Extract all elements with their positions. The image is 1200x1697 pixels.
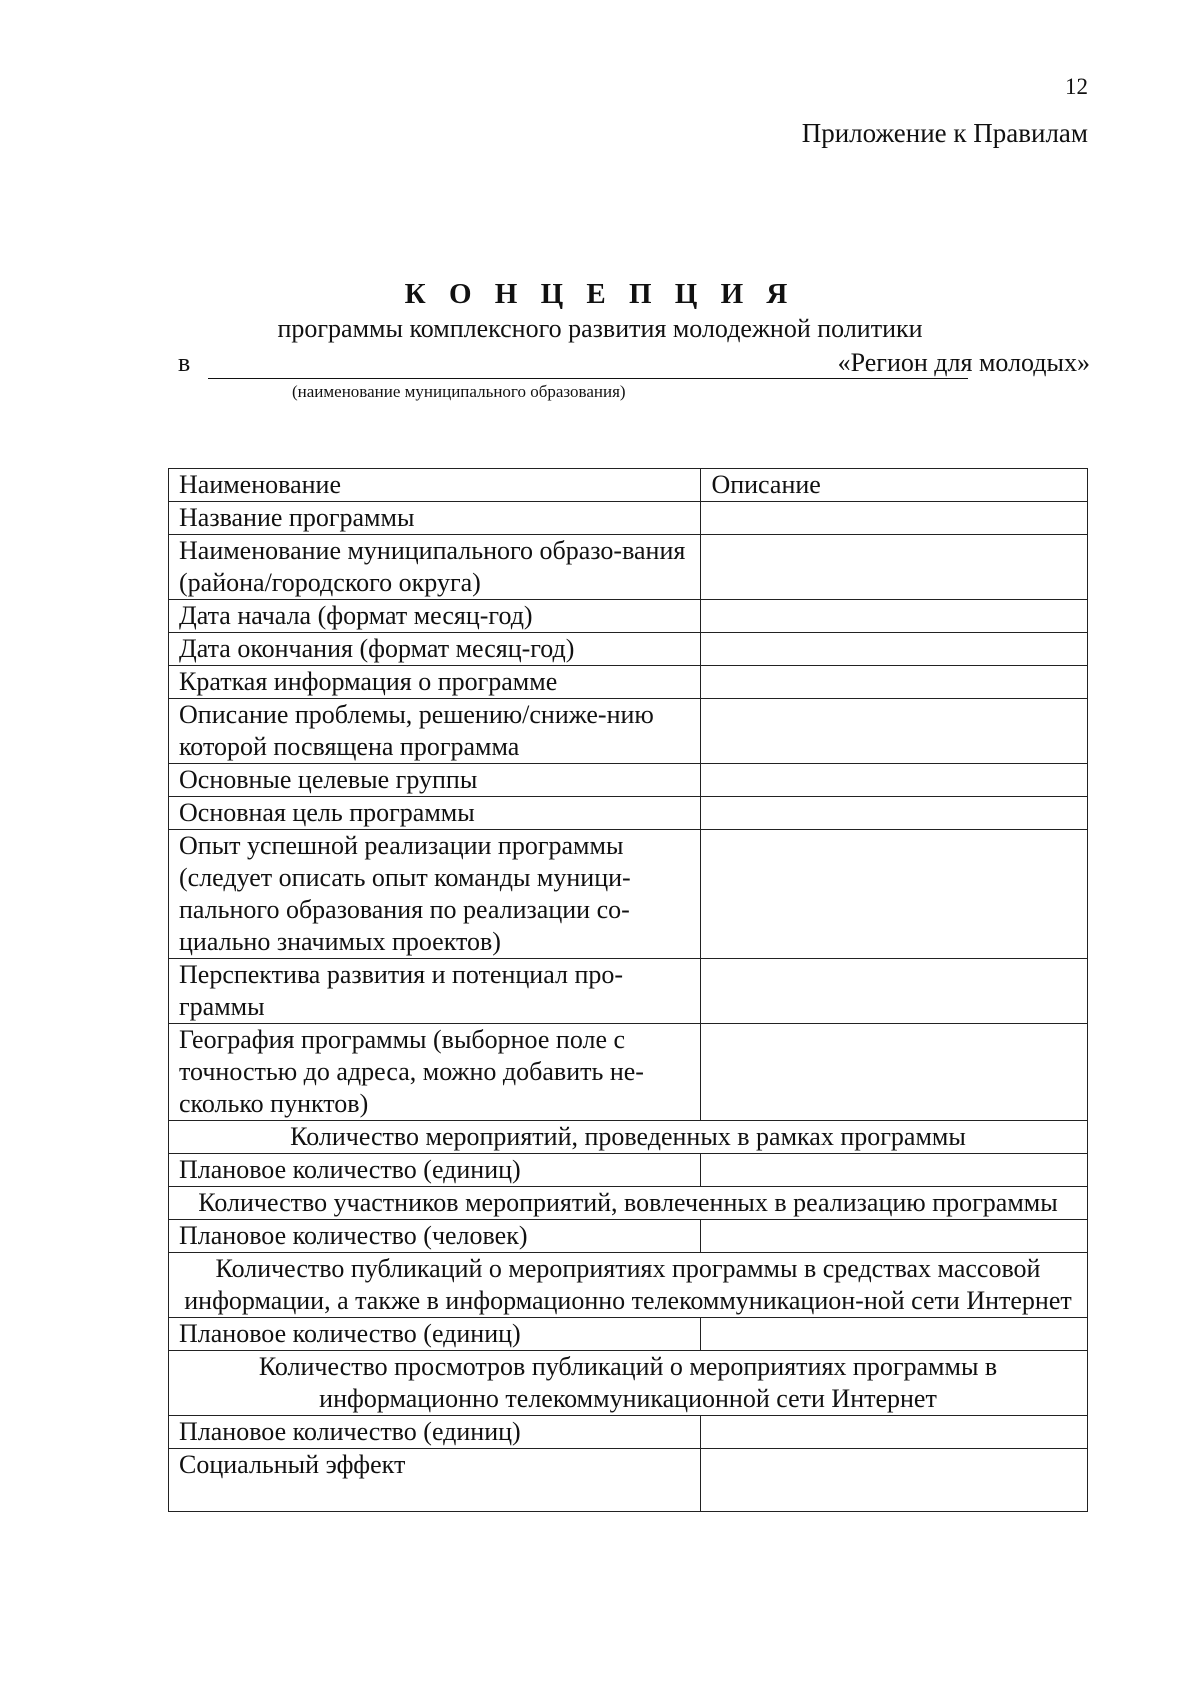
header-name: Наименование bbox=[169, 469, 701, 502]
table-section-row bbox=[169, 1253, 1088, 1318]
row-label: Плановое количество (единиц) bbox=[169, 1154, 701, 1187]
table-row bbox=[169, 666, 1088, 699]
row-description-cell[interactable] bbox=[701, 502, 1088, 535]
table-section-row bbox=[169, 1187, 1088, 1220]
section-heading: Количество публикаций о мероприятиях программы в средствах массовой информации, а также в информационно телекоммуникацион-ной сети Интернет bbox=[169, 1253, 1088, 1318]
row-description-cell[interactable] bbox=[701, 959, 1088, 1024]
row-label: Плановое количество (единиц) bbox=[169, 1416, 701, 1449]
table-section-row bbox=[169, 1351, 1088, 1416]
row-label: География программы (выборное поле с точностью до адреса, можно добавить не-сколько пунктов) bbox=[169, 1024, 701, 1121]
table-row bbox=[169, 699, 1088, 764]
row-label: Социальный эффект bbox=[169, 1449, 701, 1512]
document-subtitle: программы комплексного развития молодежной политики bbox=[277, 314, 923, 343]
row-description-cell[interactable] bbox=[701, 666, 1088, 699]
table-row bbox=[169, 1318, 1088, 1351]
table-row bbox=[169, 797, 1088, 830]
table-row bbox=[169, 600, 1088, 633]
row-description-cell[interactable] bbox=[701, 830, 1088, 959]
row-label: Перспектива развития и потенциал про-граммы bbox=[169, 959, 701, 1024]
municipality-prefix: в bbox=[178, 348, 191, 377]
row-label: Основные целевые группы bbox=[169, 764, 701, 797]
row-description-cell[interactable] bbox=[701, 699, 1088, 764]
row-description-cell[interactable] bbox=[701, 1449, 1088, 1512]
row-description-cell[interactable] bbox=[701, 633, 1088, 666]
row-label: Краткая информация о программе bbox=[169, 666, 701, 699]
appendix-label: Приложение к Правилам bbox=[801, 118, 1088, 148]
row-label: Название программы bbox=[169, 502, 701, 535]
row-description-cell[interactable] bbox=[701, 600, 1088, 633]
table-row bbox=[169, 535, 1088, 600]
table-row bbox=[169, 830, 1088, 959]
table-row bbox=[169, 1416, 1088, 1449]
section-heading: Количество просмотров публикаций о мероприятиях программы в информационно телекоммуникационной сети Интернет bbox=[169, 1351, 1088, 1416]
row-description-cell[interactable] bbox=[701, 1024, 1088, 1121]
municipality-suffix: «Регион для молодых» bbox=[837, 348, 1090, 377]
row-label: Опыт успешной реализации программы (следует описать опыт команды муници-пального образования по реализации со-циально значимых проектов) bbox=[169, 830, 701, 959]
row-label: Плановое количество (единиц) bbox=[169, 1318, 701, 1351]
table-row bbox=[169, 764, 1088, 797]
row-description-cell[interactable] bbox=[701, 797, 1088, 830]
table-row bbox=[169, 959, 1088, 1024]
row-label: Основная цель программы bbox=[169, 797, 701, 830]
document-title: К О Н Ц Е П Ц И Я bbox=[404, 278, 796, 310]
table-row bbox=[169, 1449, 1088, 1512]
table-row bbox=[169, 502, 1088, 535]
concept-table bbox=[168, 468, 1088, 1512]
row-label: Описание проблемы, решению/сниже-нию которой посвящена программа bbox=[169, 699, 701, 764]
row-label: Плановое количество (человек) bbox=[169, 1220, 701, 1253]
table-row bbox=[169, 1220, 1088, 1253]
page-number: 12 bbox=[1065, 74, 1088, 99]
row-description-cell[interactable] bbox=[701, 1318, 1088, 1351]
row-description-cell[interactable] bbox=[701, 535, 1088, 600]
table-row bbox=[169, 1154, 1088, 1187]
row-description-cell[interactable] bbox=[701, 1220, 1088, 1253]
table-row bbox=[169, 633, 1088, 666]
row-description-cell[interactable] bbox=[701, 764, 1088, 797]
row-description-cell[interactable] bbox=[701, 1154, 1088, 1187]
section-heading: Количество мероприятий, проведенных в рамках программы bbox=[169, 1121, 1088, 1154]
table-row bbox=[169, 1024, 1088, 1121]
municipality-caption: (наименование муниципального образования) bbox=[292, 382, 626, 401]
row-description-cell[interactable] bbox=[701, 1416, 1088, 1449]
row-label: Дата окончания (формат месяц-год) bbox=[169, 633, 701, 666]
table-section-row bbox=[169, 1121, 1088, 1154]
row-label: Дата начала (формат месяц-год) bbox=[169, 600, 701, 633]
section-heading: Количество участников мероприятий, вовлеченных в реализацию программы bbox=[169, 1187, 1088, 1220]
row-label: Наименование муниципального образо-вания (района/городского округа) bbox=[169, 535, 701, 600]
municipality-blank-field[interactable] bbox=[208, 378, 968, 379]
municipality-line bbox=[178, 348, 1090, 384]
header-description: Описание bbox=[701, 469, 1088, 502]
table-header-row bbox=[169, 469, 1088, 502]
